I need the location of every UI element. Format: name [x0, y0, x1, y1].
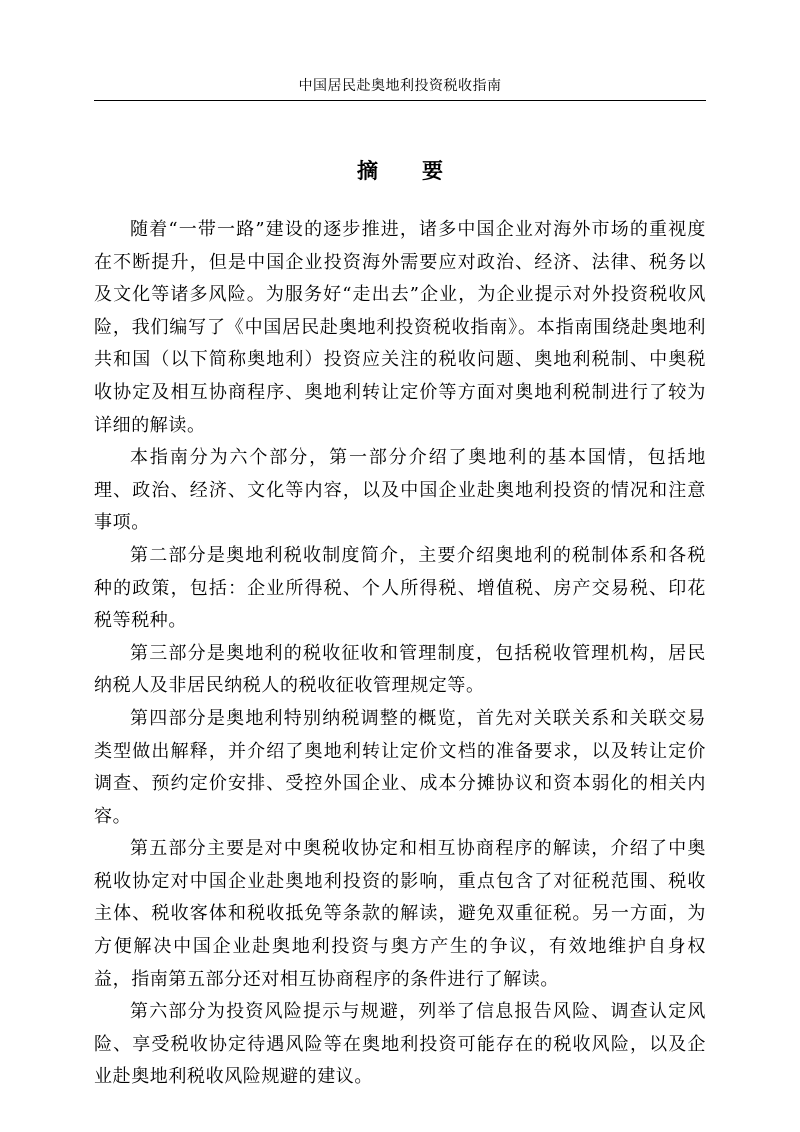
running-header: 中国居民赴奥地利投资税收指南 — [298, 78, 502, 94]
page-title-part-2: 要 — [422, 158, 443, 183]
paragraph-part-4: 第四部分是奥地利特别纳税调整的概览，首先对关联关系和关联交易类型做出解释，并介绍了奥地利转让定价文档的准备要求，以及转让定价调查、预约定价安排、受控外国企业、成本分摊协议和资本弱化的相关内容。 — [94, 707, 706, 827]
summary-body — [94, 214, 706, 1094]
paragraph-part-3: 第三部分是奥地利的税收征收和管理制度，包括税收管理机构，居民纳税人及非居民纳税人的税收征收管理规定等。 — [94, 642, 706, 697]
paragraph-part-6: 第六部分为投资风险提示与规避，列举了信息报告风险、调查认定风险、享受税收协定待遇风险等在奥地利投资可能存在的税收风险，以及企业赴奥地利税收风险规避的建议。 — [94, 1001, 706, 1088]
paragraph-part-5: 第五部分主要是对中奥税收协定和相互协商程序的解读，介绍了中奥税收协定对中国企业赴奥地利投资的影响，重点包含了对征税范围、税收主体、税收客体和税收抵免等条款的解读，避免双重征税。另一方面，为方便解决中国企业赴奥地利投资与奥方产生的争议，有效地维护自身权益，指南第五部分还对相互协商程序的条件进行了解读。 — [94, 838, 706, 990]
paragraph-part-2: 第二部分是奥地利税收制度简介，主要介绍奥地利的税制体系和各税种的政策，包括：企业所得税、个人所得税、增值税、房产交易税、印花税等税种。 — [94, 544, 706, 632]
paragraph-part-overview: 本指南分为六个部分，第一部分介绍了奥地利的基本国情，包括地理、政治、经济、文化等内容，以及中国企业赴奥地利投资的情况和注意事项。 — [94, 447, 706, 534]
header-rule — [94, 100, 706, 101]
paragraph-intro: 随着“一带一路”建设的逐步推进，诸多中国企业对海外市场的重视度在不断提升，但是中国企业投资海外需要应对政治、经济、法律、税务以及文化等诸多风险。为服务好“走出去”企业，为企业提示对外投资税收风险，我们编写了《中国居民赴奥地利投资税收指南》。本指南围绕赴奥地利共和国（以下简称奥地利）投资应关注的税收问题、奥地利税制、中奥税收协定及相互协商程序、奥地利转让定价等方面对奥地利税制进行了较为详细的解读。 — [94, 219, 706, 436]
page-title — [94, 156, 706, 186]
page-title-part-1: 摘 — [357, 158, 378, 183]
